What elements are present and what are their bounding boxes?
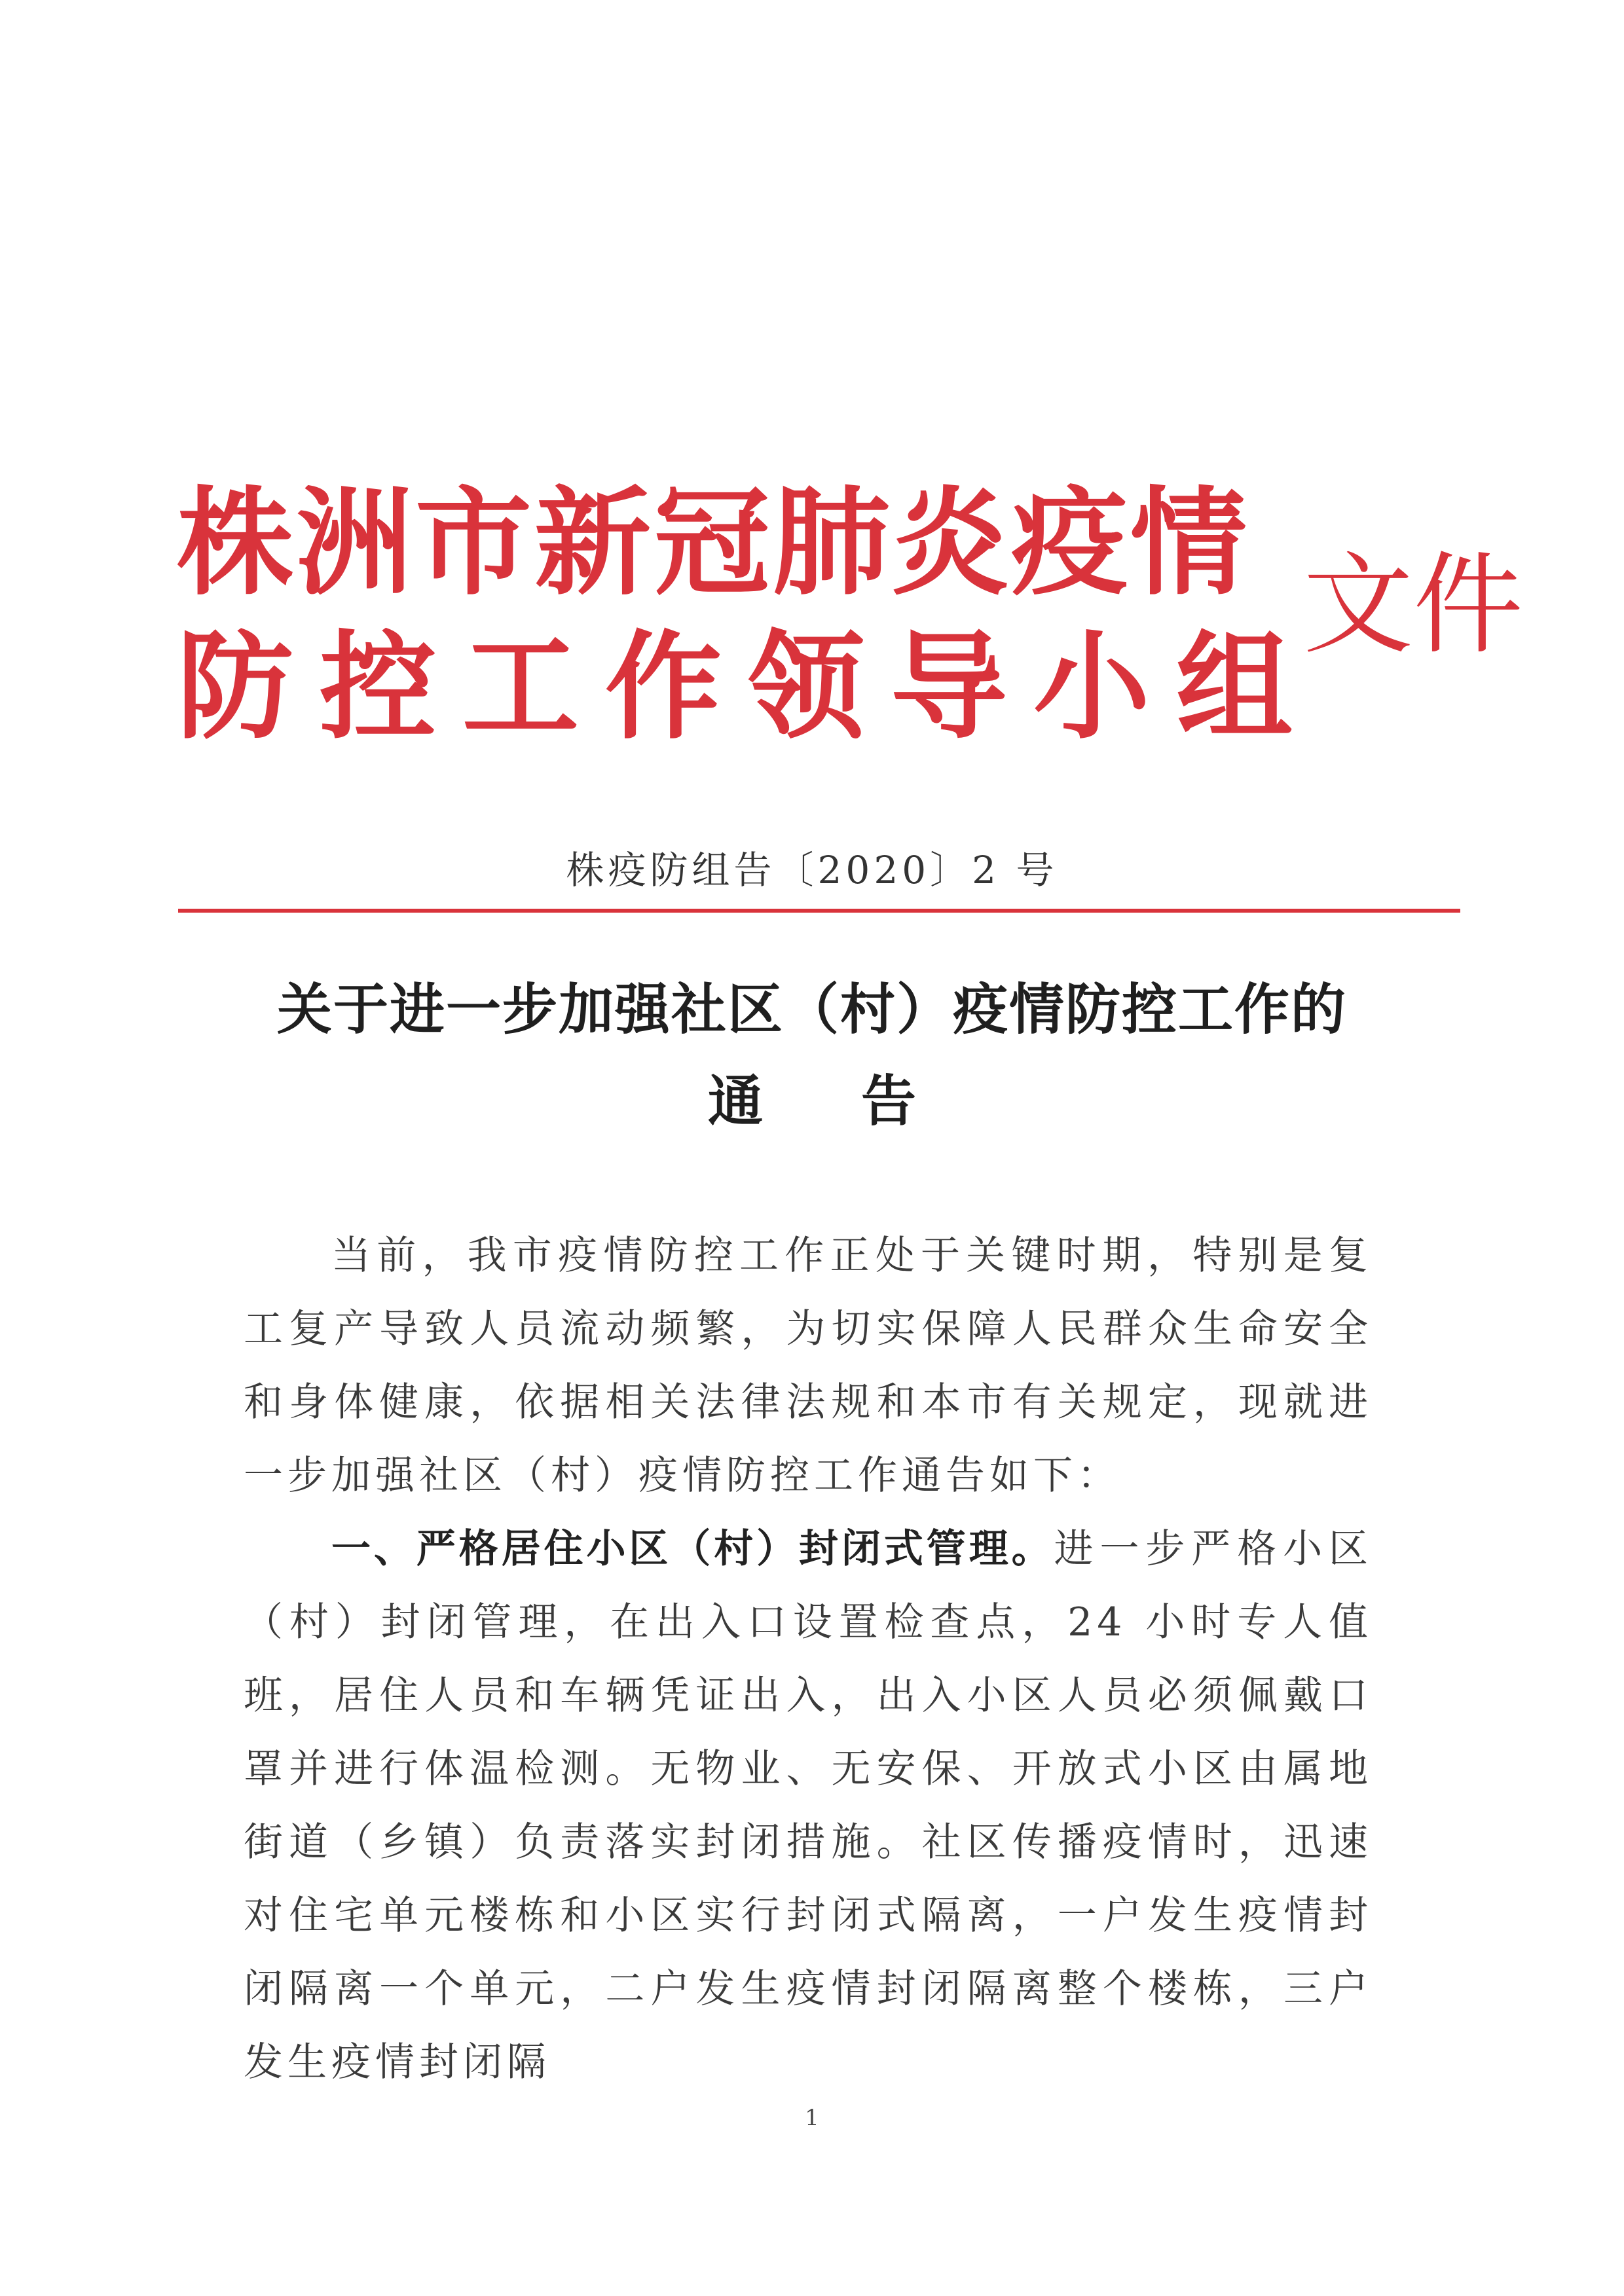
intro-paragraph: 当前，我市疫情防控工作正处于关键时期，特别是复工复产导致人员流动频繁，为切实保障人民群众生命安全和身体健康，依据相关法律法规和本市有关规定，现就进一步加强社区（村）疫情防控工作通告如下： xyxy=(244,1233,1373,1499)
letterhead-org-line-2: 防控工作领导小组 xyxy=(177,618,1319,755)
letterhead-org-line-1: 株洲市新冠肺炎疫情 xyxy=(177,474,1249,611)
red-letterhead xyxy=(177,458,1523,759)
notice-body xyxy=(244,1219,1373,2099)
section-1-paragraph xyxy=(244,1512,1373,2099)
notice-title-line-1: 关于进一步加强社区（村）疫情防控工作的 xyxy=(276,977,1347,1042)
page-number: 1 xyxy=(805,2105,819,2131)
section-1-heading: 一、严格居住小区（村）封闭式管理。 xyxy=(331,1526,1054,1572)
letterhead-suffix: 文件 xyxy=(1303,541,1523,669)
notice-title-line-2: 通告 xyxy=(707,1068,1014,1133)
red-divider-rule xyxy=(178,909,1460,913)
document-number: 株疫防组告〔2020〕2 号 xyxy=(566,848,1058,892)
section-1-text: 进一步严格小区（村）封闭管理，在出入口设置检查点，24 小时专人值班，居住人员和车辆凭证出入，出入小区人员必须佩戴口罩并进行体温检测。无物业、无安保、开放式小区由属地街道（乡镇）负责落实封闭措施。社区传播疫情时，迅速对住宅单元楼栋和小区实行封闭式隔离，一户发生疫情封闭隔离一个单元，二户发生疫情封闭隔离整个楼栋，三户发生疫情封闭隔 xyxy=(244,1526,1373,2085)
